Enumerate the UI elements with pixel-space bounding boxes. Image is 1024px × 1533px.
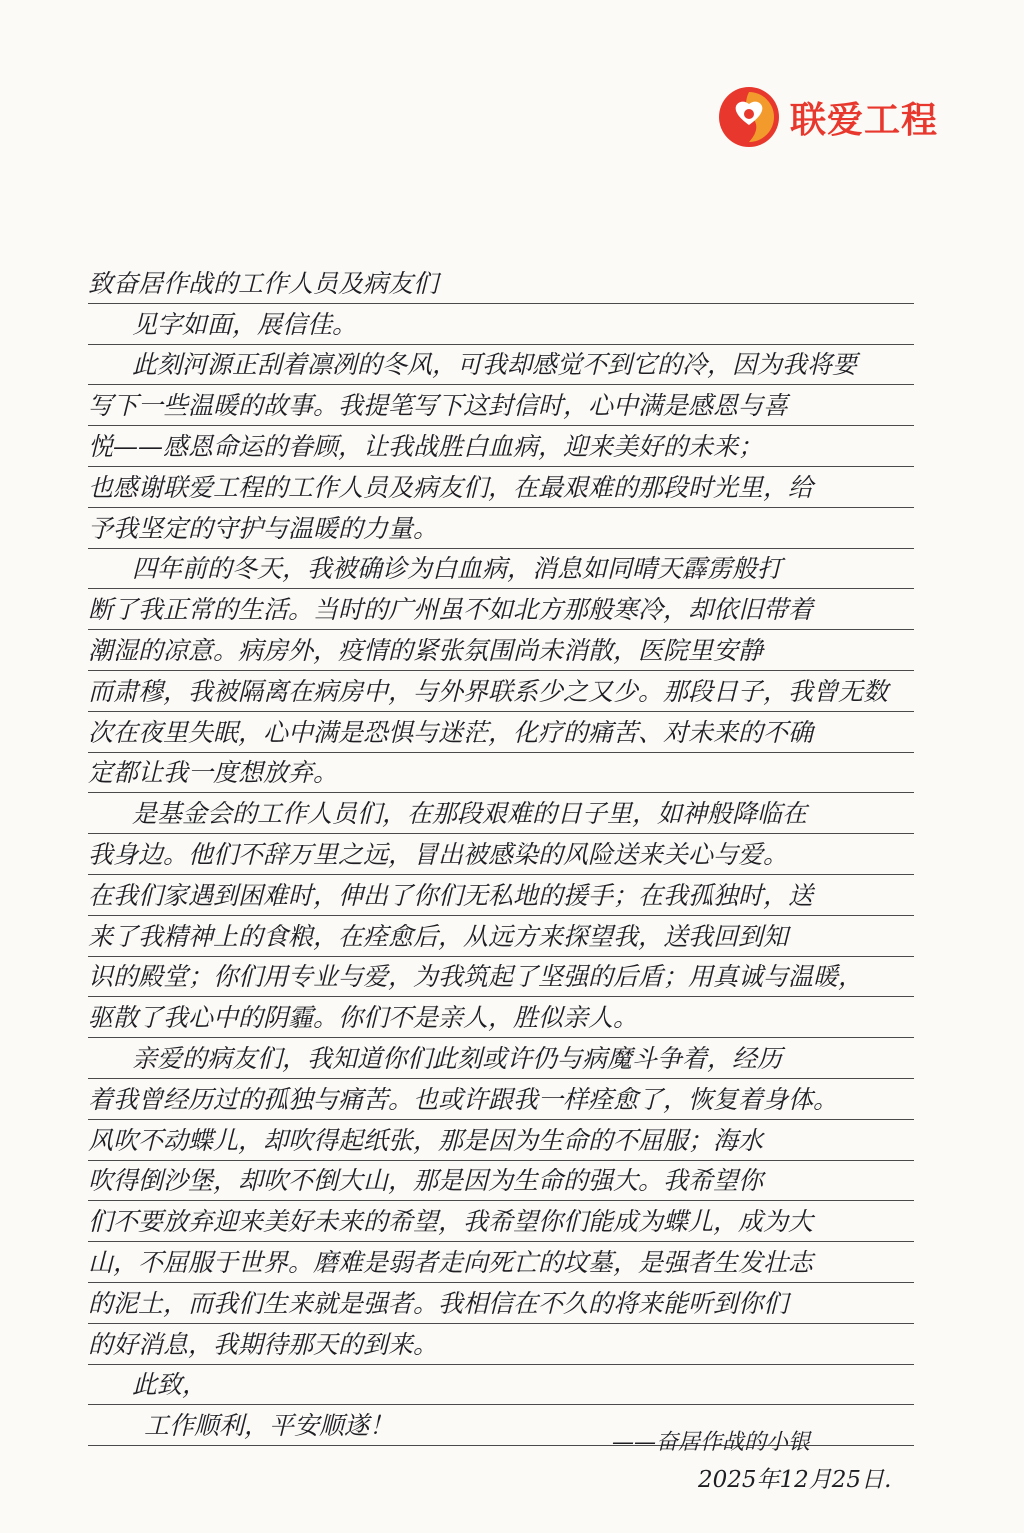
salutation-line — [88, 263, 914, 304]
line-text: 们不要放弃迎来美好未来的希望，我希望你们能成为蝶儿，成为大 — [88, 1207, 814, 1237]
handwritten-letter — [88, 263, 914, 1446]
line-text: 在我们家遇到困难时，伸出了你们无私地的援手；在我孤独时，送 — [88, 880, 814, 910]
letter-line — [88, 753, 914, 794]
line-text: 亲爱的病友们，我知道你们此刻或许仍与病魔斗争着，经历 — [132, 1043, 783, 1073]
line-text: 是基金会的工作人员们，在那段艰难的日子里，如神般降临在 — [132, 799, 808, 829]
letter-line — [88, 385, 914, 426]
line-text: 吹得倒沙堡，却吹不倒大山，那是因为生命的强大。我希望你 — [88, 1166, 764, 1196]
line-text: 写下一些温暖的故事。我提笔写下这封信时，心中满是感恩与喜 — [88, 391, 789, 421]
letter-line — [88, 671, 914, 712]
letter-line — [88, 304, 914, 345]
line-text: 而肃穆，我被隔离在病房中，与外界联系少之又少。那段日子，我曾无数 — [88, 676, 889, 706]
letter-line — [88, 793, 914, 834]
line-text: 着我曾经历过的孤独与痛苦。也或许跟我一样痊愈了，恢复着身体。 — [88, 1084, 839, 1114]
line-text: 次在夜里失眠，心中满是恐惧与迷茫，化疗的痛苦、对未来的不确 — [88, 717, 814, 747]
line-text: 定都让我一度想放弃。 — [88, 758, 339, 788]
letter-line — [88, 467, 914, 508]
letter-line — [88, 426, 914, 467]
letter-line — [88, 345, 914, 386]
letter-line — [88, 997, 914, 1038]
letter-line — [88, 630, 914, 671]
letter-line — [88, 916, 914, 957]
line-text: 的泥土，而我们生来就是强者。我相信在不久的将来能听到你们 — [88, 1288, 789, 1318]
letter-line — [88, 1201, 914, 1242]
line-text: 悦——感恩命运的眷顾，让我战胜白血病，迎来美好的未来； — [88, 431, 764, 461]
letter-line — [88, 1283, 914, 1324]
letter-line — [88, 957, 914, 998]
letter-line — [88, 508, 914, 549]
line-text: 山，不屈服于世界。磨难是弱者走向死亡的坟墓，是强者生发壮志 — [88, 1247, 814, 1277]
line-text: 来了我精神上的食粮，在痊愈后，从远方来探望我，送我回到知 — [88, 921, 789, 951]
line-text: 工作顺利，平安顺遂！ — [144, 1411, 395, 1441]
letter-line — [88, 1161, 914, 1202]
letter-line — [88, 1324, 914, 1365]
line-text: 我身边。他们不辞万里之远，冒出被感染的风险送来关心与爱。 — [88, 839, 789, 869]
line-text: 驱散了我心中的阴霾。你们不是亲人，胜似亲人。 — [88, 1003, 639, 1033]
letter-line — [88, 549, 914, 590]
line-text: 四年前的冬天，我被确诊为白血病，消息如同晴天霹雳般打 — [132, 554, 783, 584]
line-text: 的好消息，我期待那天的到来。 — [88, 1329, 439, 1359]
letter-line — [88, 712, 914, 753]
letter-line — [88, 589, 914, 630]
heart-swirl-logo-icon — [716, 84, 782, 150]
brand-name: 联爱工程 — [790, 99, 939, 141]
line-text: 予我坚定的守护与温暖的力量。 — [88, 513, 439, 543]
line-text: 识的殿堂；你们用专业与爱，为我筑起了坚强的后盾；用真诚与温暖， — [88, 962, 864, 992]
line-text: 风吹不动蝶儿，却吹得起纸张，那是因为生命的不屈服；海水 — [88, 1125, 764, 1155]
line-text: 此刻河源正刮着凛冽的冬风，可我却感觉不到它的冷，因为我将要 — [132, 350, 858, 380]
line-text: 断了我正常的生活。当时的广州虽不如北方那般寒冷，却依旧带着 — [88, 595, 814, 625]
letter-line — [88, 1079, 914, 1120]
letter-line — [88, 875, 914, 916]
line-text: 见字如面，展信佳。 — [132, 309, 358, 339]
line-text: 此致， — [132, 1370, 208, 1400]
letter-line — [88, 1120, 914, 1161]
signature: ——奋居作战的小银 — [612, 1430, 811, 1455]
letter-line — [88, 1242, 914, 1283]
line-text: 潮湿的凉意。病房外，疫情的紧张氛围尚未消散，医院里安静 — [88, 635, 764, 665]
letter-line — [88, 1038, 914, 1079]
letter-line — [88, 834, 914, 875]
letter-date: 2025年12月25日. — [698, 1467, 892, 1493]
closing-line — [88, 1365, 914, 1406]
line-text: 也感谢联爱工程的工作人员及病友们，在最艰难的那段时光里，给 — [88, 472, 814, 502]
brand-logo — [716, 82, 938, 152]
line-text: 致奋居作战的工作人员及病友们 — [88, 268, 439, 298]
